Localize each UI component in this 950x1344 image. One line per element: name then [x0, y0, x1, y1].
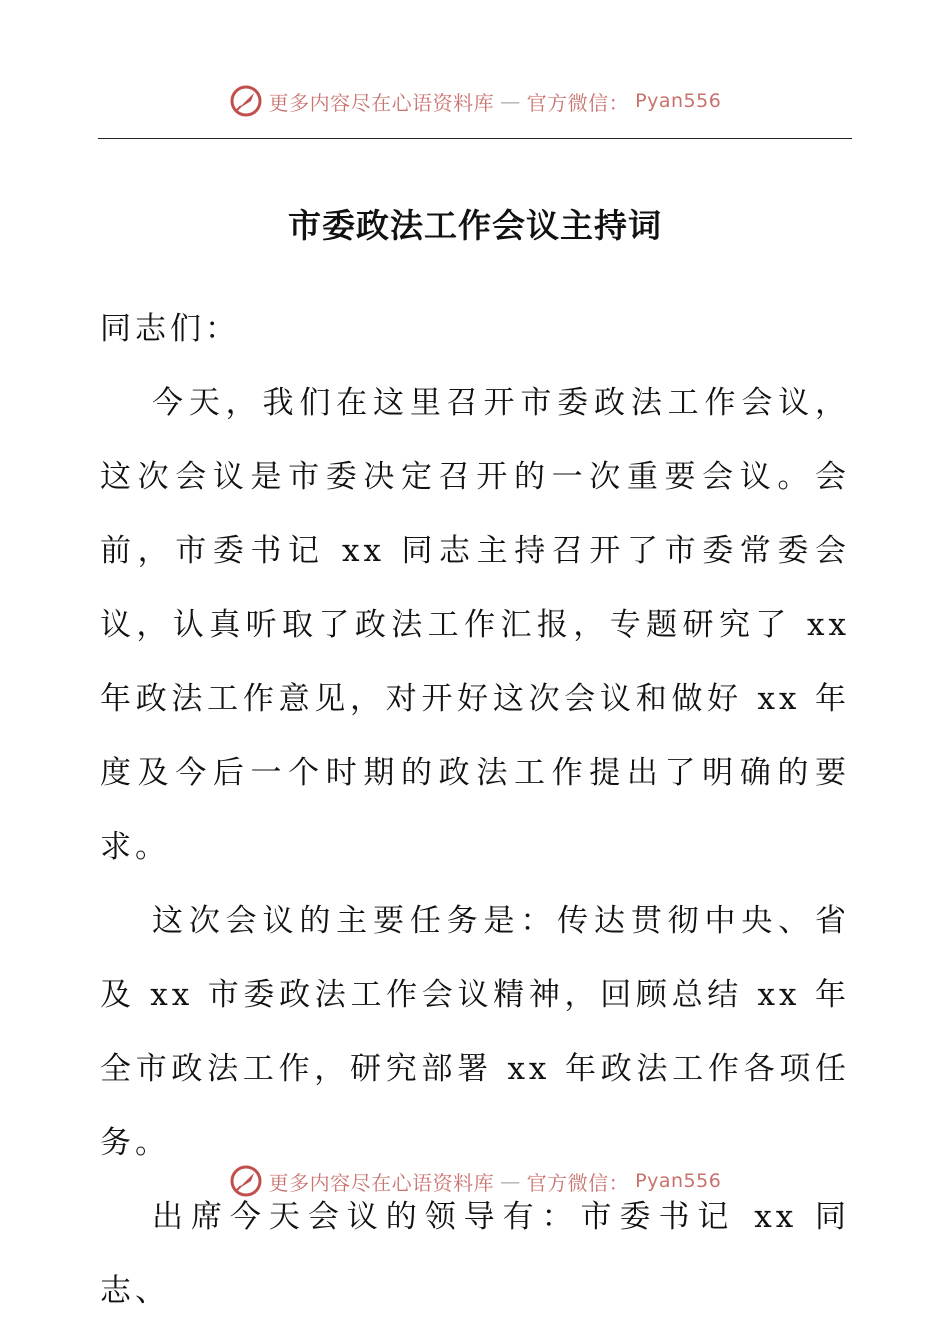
quill-logo-icon [229, 84, 263, 118]
banner-wechat-id: Pyan556 [635, 90, 722, 112]
header-rule [98, 138, 852, 139]
paragraph-1: 今天，我们在这里召开市委政法工作会议，这次会议是市委决定召开的一次重要会议。会前，市委书记 xx 同志主持召开了市委常委会议，认真听取了政法工作汇报，专题研究了 xx 年政法工作意见，对开好这次会议和做好 xx 年度及今后一个时期的政法工作提出了明确的要求。 [100, 385, 850, 865]
footer-wechat-id: Pyan556 [635, 1170, 722, 1192]
quill-logo-icon [229, 1164, 263, 1198]
document-title: 市委政法工作会议主持词 [288, 206, 662, 245]
header-banner [0, 84, 950, 118]
paragraph-3: 出席今天会议的领导有：市委书记 xx 同志、 [100, 1199, 850, 1309]
footer-banner [0, 1164, 950, 1198]
banner-site-text: 更多内容尽在心语资料库 [268, 90, 495, 115]
footer-site-text: 更多内容尽在心语资料库 [268, 1170, 495, 1195]
paragraph-2: 这次会议的主要任务是：传达贯彻中央、省及 xx 市委政法工作会议精神，回顾总结 xx 年全市政法工作，研究部署 xx 年政法工作各项任务。 [100, 903, 850, 1161]
banner-wechat-label: 官方微信： [526, 90, 630, 115]
footer-wechat-label: 官方微信： [526, 1170, 630, 1195]
salutation: 同志们： [100, 311, 240, 347]
footer-separator: — [500, 1169, 521, 1193]
banner-separator: — [500, 89, 521, 113]
